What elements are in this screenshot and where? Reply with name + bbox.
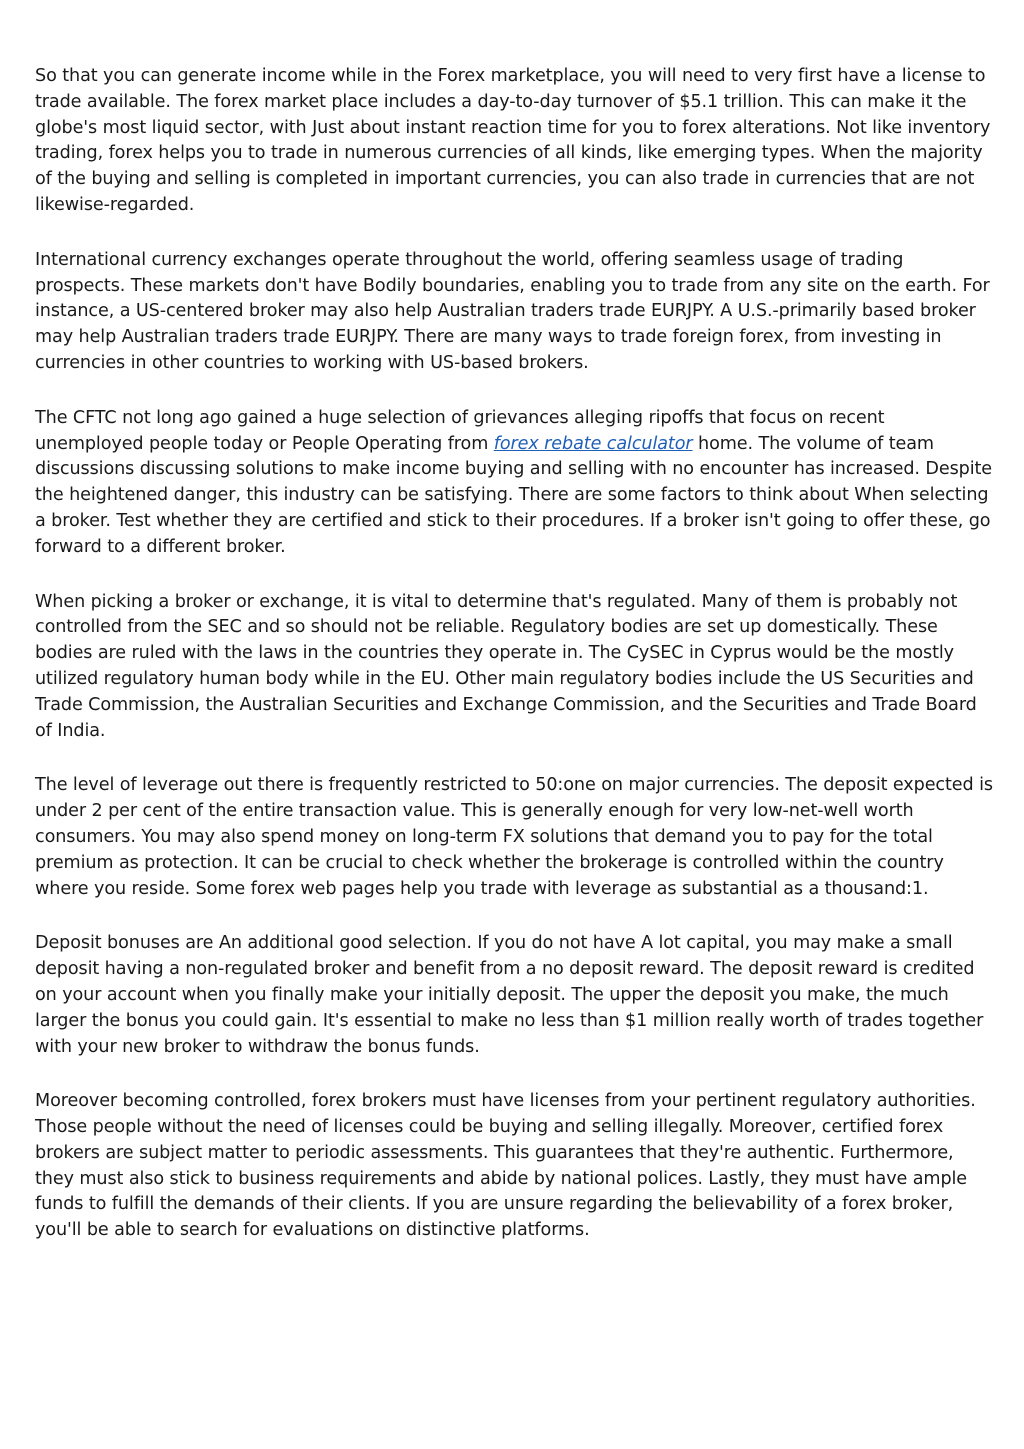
paragraph-6: Deposit bonuses are An additional good selection. If you do not have A lot capital, you may make a small deposit having a non-regulated broker and benefit from a no deposit reward. The deposit reward is credited on your account when you finally make your initially deposit. The upper the deposit you make, the much larger the bonus you could gain. It's essential to make no less than $1 million really worth of trades together with your new broker to withdraw the bonus funds. — [35, 933, 984, 1057]
paragraph-4: When picking a broker or exchange, it is vital to determine that's regulated. Many of them is probably not controlled from the SEC and so should not be reliable. Regulatory bodies are set up domestically. These bodies are ruled with the laws in the countries they operate in. The CySEC in Cyprus would be the mostly utilized regulatory human body while in the EU. Other main regulatory bodies include the US Securities and Trade Commission, the Australian Securities and Exchange Commission, and the Securities and Trade Board of India. — [35, 591, 977, 741]
paragraph-3 — [35, 406, 993, 561]
paragraph-3-text-before: The CFTC not long ago gained a huge selection of grievances alleging ripoffs that focus on recent unemployed people today or People Operating from — [35, 407, 885, 454]
paragraph-3-text-after: home. The volume of team discussions discussing solutions to make income buying and selling with no encounter has increased. Despite the heightened danger, this industry can be satisfying. There are some factors to think about When selecting a broker. Test whether they are certified and stick to their procedures. If a broker isn't going to offer these, go forward to a different broker. — [35, 433, 993, 557]
paragraph-5: The level of leverage out there is frequently restricted to 50:one on major currencies. The deposit expected is under 2 per cent of the entire transaction value. This is generally enough for very low-net-well worth consumers. You may also spend money on long-term FX solutions that demand you to pay for the total premium as protection. It can be crucial to check whether the brokerage is controlled within the country where you reside. Some forex web pages help you trade with leverage as substantial as a thousand:1. — [35, 775, 993, 899]
paragraph-2: International currency exchanges operate throughout the world, offering seamless usage of trading prospects. These markets don't have Bodily boundaries, enabling you to trade from any site on the earth. For instance, a US-centered broker may also help Australian traders trade EURJPY. A U.S.-primarily based broker may help Australian traders trade EURJPY. There are many ways to trade foreign forex, from investing in currencies in other countries to working with US-based brokers. — [35, 249, 990, 373]
document-page — [35, 64, 993, 1273]
paragraph-1: So that you can generate income while in the Forex marketplace, you will need to very first have a license to trade available. The forex market place includes a day-to-day turnover of $5.1 trillion. This can make it the globe's most liquid sector, with Just about instant reaction time for you to forex alterations. Not like inventory trading, forex helps you to trade in numerous currencies of all kinds, like emerging types. When the majority of the buying and selling is completed in important currencies, you can also trade in currencies that are not likewise-regarded. — [35, 66, 991, 215]
forex-rebate-calculator-link[interactable]: forex rebate calculator — [493, 433, 693, 454]
paragraph-7: Moreover becoming controlled, forex brokers must have licenses from your pertinent regulatory authorities. Those people without the need of licenses could be buying and selling illegally. Moreover, certified forex brokers are subject matter to periodic assessments. This guarantees that they're authentic. Furthermore, they must also stick to business requirements and abide by national polices. Lastly, they must have ample funds to fulfill the demands of their clients. If you are unsure regarding the believability of a forex broker, you'll be able to search for evaluations on distinctive platforms. — [35, 1091, 976, 1241]
